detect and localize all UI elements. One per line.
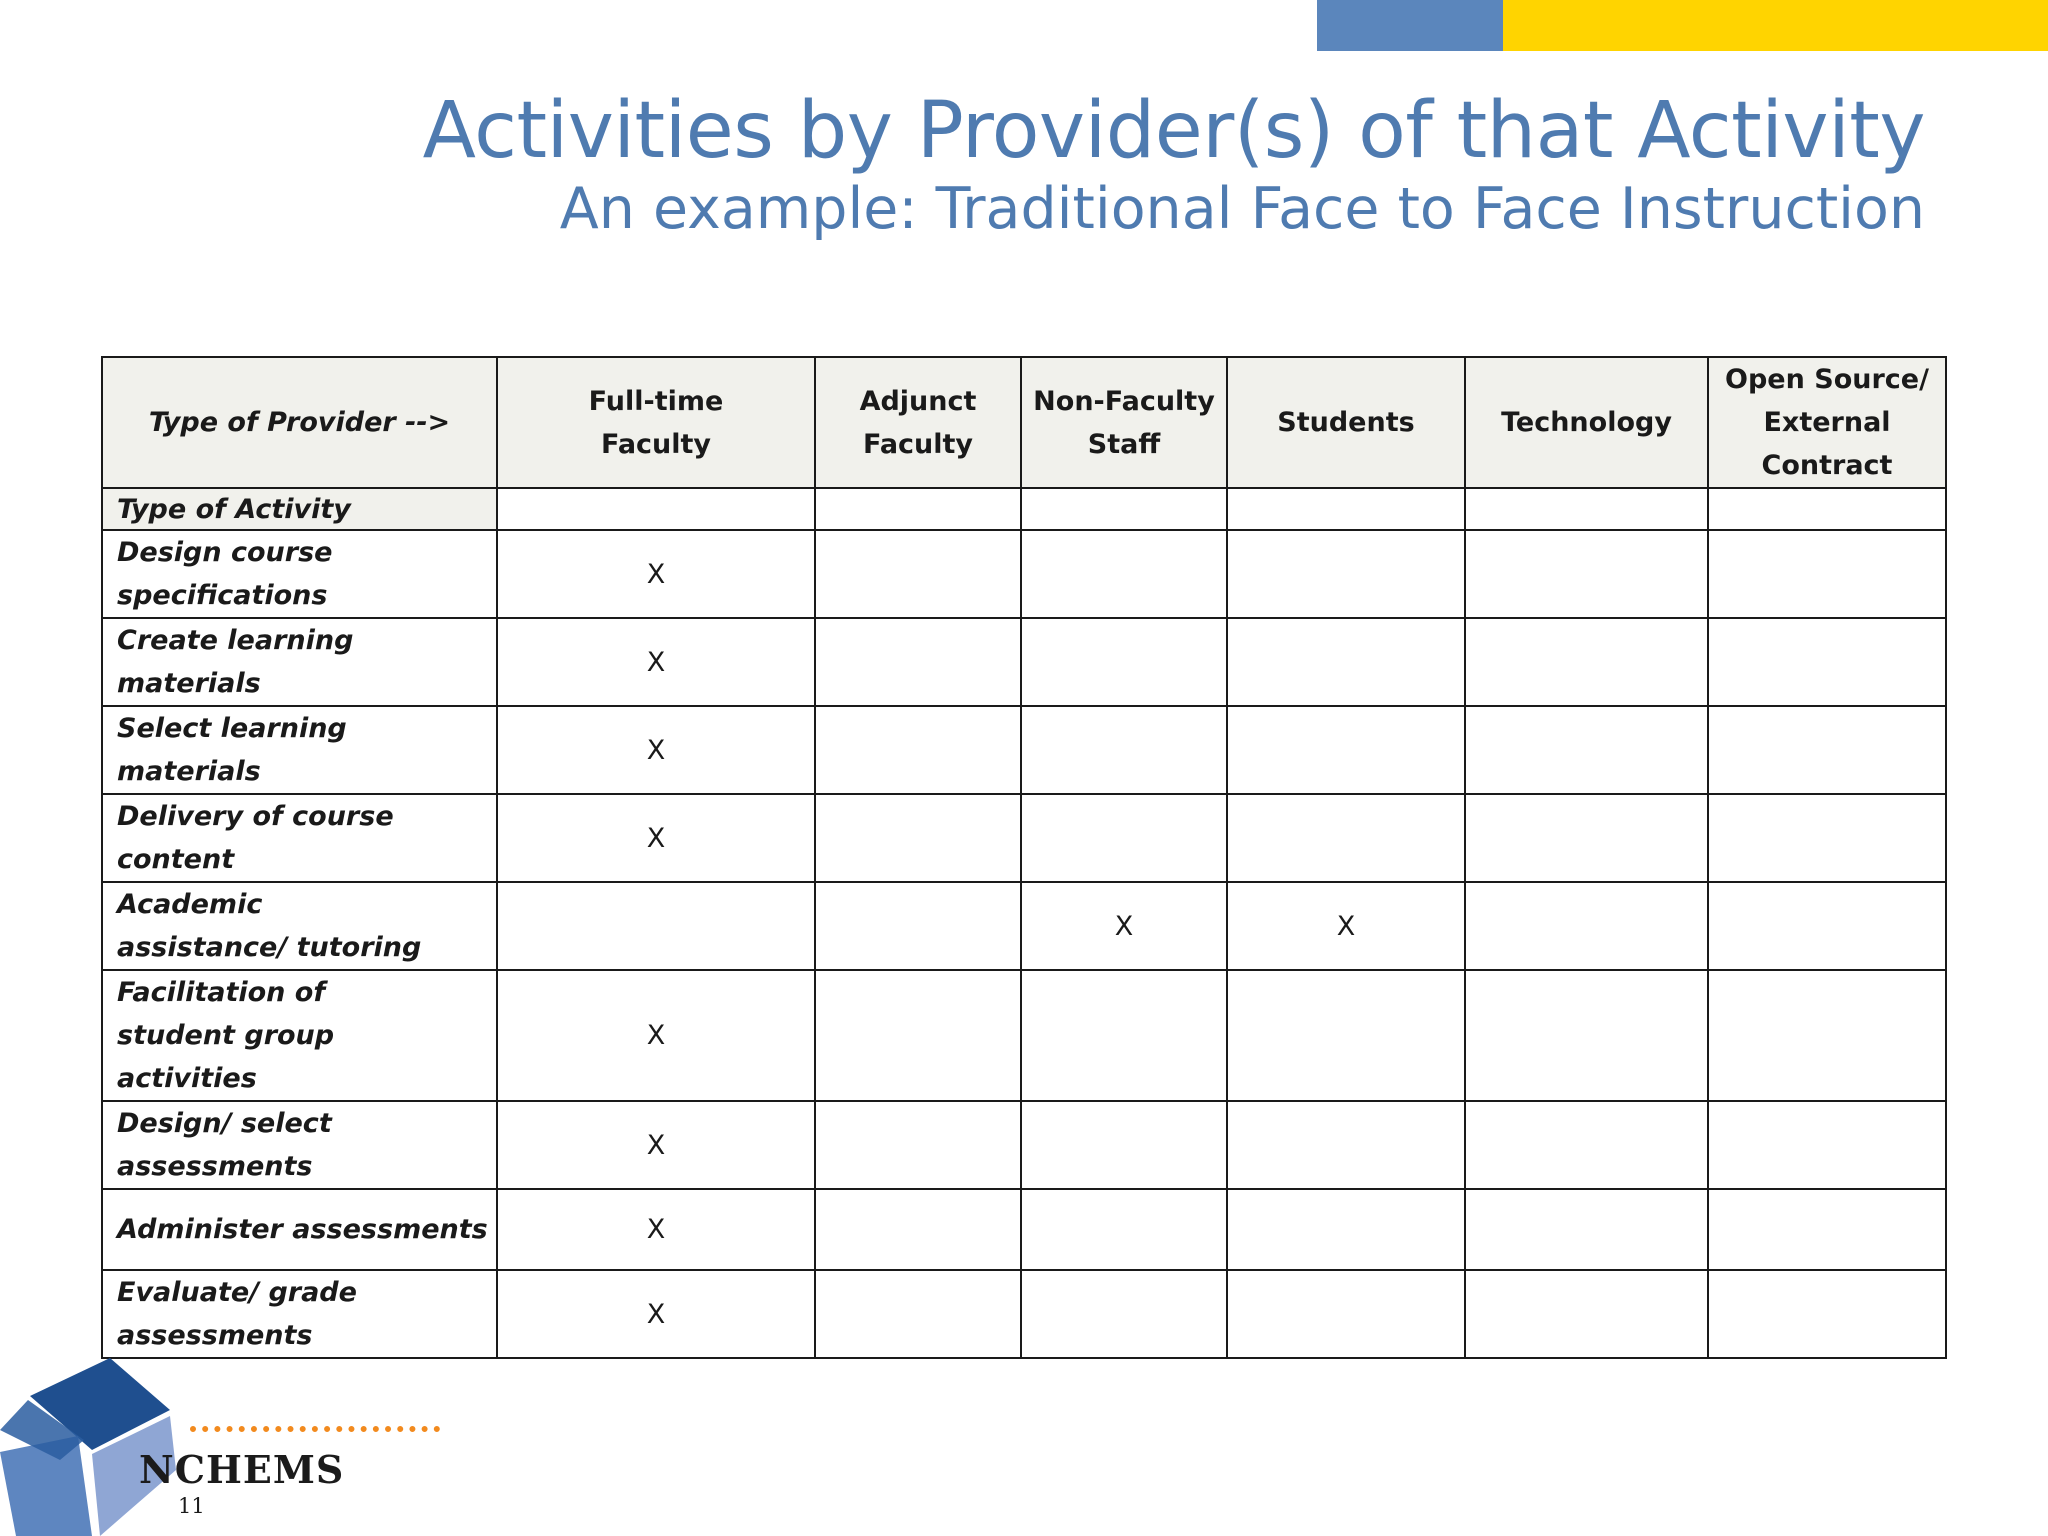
provider-mark-cell — [815, 706, 1021, 794]
provider-mark-cell — [1021, 1189, 1227, 1270]
provider-mark-cell: X — [497, 794, 815, 882]
provider-mark-cell — [815, 794, 1021, 882]
provider-mark-cell — [1465, 1189, 1708, 1270]
provider-mark-cell: X — [497, 706, 815, 794]
activity-label: Academic assistance/ tutoring — [102, 882, 497, 970]
slide-subtitle: An example: Traditional Face to Face Instruction — [559, 176, 1925, 242]
provider-mark-cell — [1465, 794, 1708, 882]
provider-mark-cell — [1021, 530, 1227, 618]
provider-mark-cell — [1227, 1189, 1465, 1270]
provider-mark-cell — [1021, 970, 1227, 1101]
activity-label: Select learning materials — [102, 706, 497, 794]
empty-cell — [1708, 488, 1946, 530]
top-accent-bar-blue — [1317, 0, 1503, 51]
provider-mark-cell — [1708, 530, 1946, 618]
logo-dotted-line — [190, 1426, 440, 1432]
table-row — [102, 794, 1946, 882]
provider-mark-cell — [815, 1189, 1021, 1270]
activity-label: Design/ select assessments — [102, 1101, 497, 1189]
table-row — [102, 530, 1946, 618]
provider-mark-cell — [1021, 794, 1227, 882]
column-header-line: Adjunct — [859, 385, 977, 417]
provider-mark-cell — [815, 530, 1021, 618]
header-row — [102, 357, 1946, 488]
provider-mark-cell — [1227, 530, 1465, 618]
column-header-line: External — [1763, 407, 1891, 438]
provider-mark-cell — [1021, 1101, 1227, 1189]
column-header-line: Staff — [1087, 428, 1161, 460]
provider-mark-cell — [1465, 970, 1708, 1101]
provider-mark-cell — [1021, 1270, 1227, 1358]
provider-mark-cell — [815, 970, 1021, 1101]
activity-header-row — [102, 488, 1946, 530]
logo-text: NCHEMS — [139, 1447, 345, 1492]
nchems-cube-logo-icon — [0, 1350, 180, 1536]
provider-mark-cell: X — [497, 1270, 815, 1358]
provider-mark-cell — [1708, 1189, 1946, 1270]
provider-mark-cell — [815, 1270, 1021, 1358]
provider-mark-cell — [1227, 706, 1465, 794]
provider-mark-cell: X — [497, 530, 815, 618]
column-header — [1227, 357, 1465, 488]
table-row — [102, 1101, 1946, 1189]
provider-mark-cell — [1465, 1270, 1708, 1358]
empty-cell — [815, 488, 1021, 530]
provider-mark-cell: X — [497, 618, 815, 706]
provider-mark-cell: X — [497, 970, 815, 1101]
provider-mark-cell — [1021, 706, 1227, 794]
activity-header-label: Type of Activity — [102, 488, 497, 530]
provider-mark-cell — [1708, 706, 1946, 794]
provider-mark-cell — [1227, 970, 1465, 1101]
provider-mark-cell — [815, 1101, 1021, 1189]
column-header-line: Contract — [1761, 450, 1893, 481]
table-row — [102, 706, 1946, 794]
empty-cell — [1021, 488, 1227, 530]
column-header — [1021, 357, 1227, 488]
table-row — [102, 970, 1946, 1101]
top-accent-bar-yellow — [1503, 0, 2048, 51]
provider-mark-cell — [1708, 970, 1946, 1101]
column-header — [1708, 357, 1946, 488]
provider-mark-cell — [1465, 530, 1708, 618]
provider-mark-cell — [1708, 1270, 1946, 1358]
table-row — [102, 1270, 1946, 1358]
corner-label: Type of Provider --> — [102, 357, 497, 488]
slide-title: Activities by Provider(s) of that Activity — [422, 86, 1925, 176]
table-row — [102, 618, 1946, 706]
column-header-line: Technology — [1501, 407, 1672, 438]
provider-mark-cell — [1708, 882, 1946, 970]
activity-label: Administer assessments — [102, 1189, 497, 1270]
provider-mark-cell — [1708, 618, 1946, 706]
column-header — [1465, 357, 1708, 488]
activity-label: Evaluate/ grade assessments — [102, 1270, 497, 1358]
column-header-line: Open Source/ — [1725, 364, 1929, 395]
provider-mark-cell — [815, 618, 1021, 706]
empty-cell — [497, 488, 815, 530]
column-header-line: Students — [1277, 407, 1415, 438]
table-row — [102, 882, 1946, 970]
provider-mark-cell — [815, 882, 1021, 970]
provider-mark-cell — [1708, 794, 1946, 882]
provider-mark-cell — [1227, 1270, 1465, 1358]
provider-mark-cell — [1227, 1101, 1465, 1189]
column-header — [497, 357, 815, 488]
provider-mark-cell — [1021, 618, 1227, 706]
empty-cell — [1465, 488, 1708, 530]
provider-mark-cell — [1465, 706, 1708, 794]
provider-mark-cell — [1465, 1101, 1708, 1189]
provider-mark-cell — [497, 882, 815, 970]
column-header-line: Faculty — [862, 428, 974, 460]
empty-cell — [1227, 488, 1465, 530]
column-header-line: Non-Faculty — [1033, 385, 1215, 417]
provider-mark-cell: X — [497, 1101, 815, 1189]
provider-mark-cell — [1227, 794, 1465, 882]
provider-mark-cell — [1227, 618, 1465, 706]
provider-mark-cell: X — [497, 1189, 815, 1270]
provider-mark-cell: X — [1227, 882, 1465, 970]
activity-label: Create learning materials — [102, 618, 497, 706]
provider-mark-cell — [1465, 882, 1708, 970]
table-row — [102, 1189, 1946, 1270]
column-header-line: Full-time — [588, 385, 724, 417]
column-header-line: Faculty — [600, 428, 712, 460]
column-header — [815, 357, 1021, 488]
provider-mark-cell — [1465, 618, 1708, 706]
activity-label: Design course specifications — [102, 530, 497, 618]
page-number: 11 — [178, 1494, 205, 1518]
provider-mark-cell: X — [1021, 882, 1227, 970]
activity-label: Facilitation of student group activities — [102, 970, 497, 1101]
provider-mark-cell — [1708, 1101, 1946, 1189]
provider-activity-table — [101, 356, 1947, 1359]
activity-label: Delivery of course content — [102, 794, 497, 882]
